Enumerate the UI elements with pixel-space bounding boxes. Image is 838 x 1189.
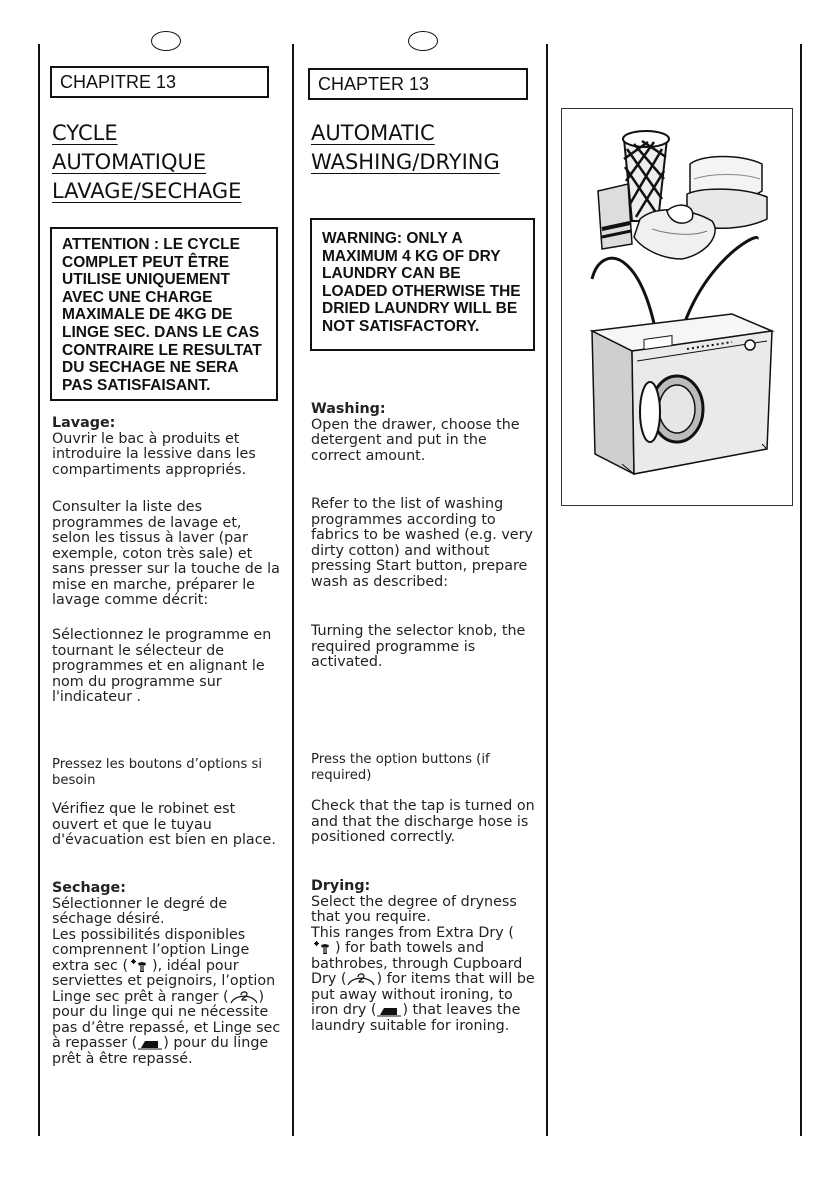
options-text-fr: Pressez les boutons d’options si besoin — [52, 757, 263, 788]
warning-box-en: WARNING: ONLY A MAXIMUM 4 KG OF DRY LAUNDRY CAN BE LOADED OTHERWISE THE DRIED LAUNDRY WILL BE NOT SATISFACTORY. — [310, 218, 535, 351]
drying-heading-en: Drying: — [311, 878, 371, 894]
washing-text-fr: Ouvrir le bac à produits et introduire la lessive dans les compartiments appropriés. — [52, 430, 256, 478]
column-rule-4 — [800, 44, 802, 1136]
drying-section-fr — [52, 881, 284, 1067]
column-rule-3 — [546, 44, 548, 1136]
washing-section-en — [311, 402, 536, 464]
washing-section-fr — [52, 416, 284, 478]
chapter-label-fr: CHAPITRE 13 — [50, 66, 269, 98]
cupboard-dry-icon — [229, 990, 259, 1004]
cupboard-dry-icon — [346, 972, 376, 986]
column-rule-2 — [292, 44, 294, 1136]
washing-heading-en: Washing: — [311, 401, 386, 417]
washing-machine-icon — [592, 314, 772, 474]
laundry-and-washer-drawing — [562, 109, 791, 504]
tap-text-fr: Vérifiez que le robinet est ouvert et que le tuyau d'évacuation est bien en place. — [52, 801, 276, 848]
programme-list-text-en: Refer to the list of washing programmes according to fabrics to be washed (e.g. very dirty cotton) and without pressing Start button, prepare wash as described: — [311, 496, 533, 590]
language-marker-en — [408, 31, 438, 51]
selector-text-fr: Sélectionnez le programme en tournant le sélecteur de programmes et en alignant le nom du programme sur l'indicateur . — [52, 627, 272, 705]
chapter-label-en: CHAPTER 13 — [308, 68, 528, 100]
programme-list-text-fr: Consulter la liste des programmes de lavage et, selon les tissus à laver (par exemple, coton très sale) et sans presser sur la touche de la mise en marche, préparer le lavage comme décrit: — [52, 499, 280, 608]
drying-heading-fr: Sechage: — [52, 880, 126, 896]
washing-heading-fr: Lavage: — [52, 415, 116, 431]
section-title-en: AUTOMATIC WASHING/DRYING — [311, 121, 500, 174]
options-text-en: Press the option buttons (if required) — [311, 752, 490, 783]
drying-section-en — [311, 879, 536, 1034]
warning-box-fr: ATTENTION : LE CYCLE COMPLET PEUT ÊTRE UTILISE UNIQUEMENT AVEC UNE CHARGE MAXIMALE DE 4KG DE LINGE SEC. DANS LE CAS CONTRAIRE LE RESULTAT DU SECHAGE NE SERA PAS SATISFAISANT. — [50, 227, 278, 401]
drying-text-1-en: Select the degree of dryness that you require. — [311, 893, 517, 925]
washing-text-en: Open the drawer, choose the detergent and put in the correct amount. — [311, 416, 520, 464]
language-marker-fr — [151, 31, 181, 51]
column-rule-1 — [38, 44, 40, 1136]
iron-dry-icon — [137, 1036, 163, 1050]
extra-dry-icon — [128, 959, 152, 973]
section-title-fr: CYCLE AUTOMATIQUE LAVAGE/SECHAGE — [52, 121, 242, 203]
drying-text-1-fr: Sélectionner le degré de séchage désiré. — [52, 895, 228, 927]
drying-text-2-fr: Les possibilités disponibles comprennent l’option Linge extra sec ( ), idéal pour serviettes et peignoirs, l’option Linge sec prêt à ranger ( ) pour du linge qui ne nécessite pas d’être repassé, et Linge sec à repasser ( ) pour du linge prêt à être repassé. — [52, 926, 281, 1067]
laundry-machine-illustration — [561, 108, 793, 506]
selector-text-en: Turning the selector knob, the required programme is activated. — [311, 623, 526, 670]
drying-text-2-en: This ranges from Extra Dry () for bath towels and bathrobes, through Cupboard Dry ( ) for items that will be put away without ironing, to iron dry ( ) that leaves the laundry suitable for ironing. — [311, 924, 535, 1034]
iron-dry-icon — [376, 1003, 402, 1017]
extra-dry-icon — [311, 941, 335, 955]
tap-text-en: Check that the tap is turned on and that the discharge hose is positioned correctly. — [311, 798, 535, 845]
